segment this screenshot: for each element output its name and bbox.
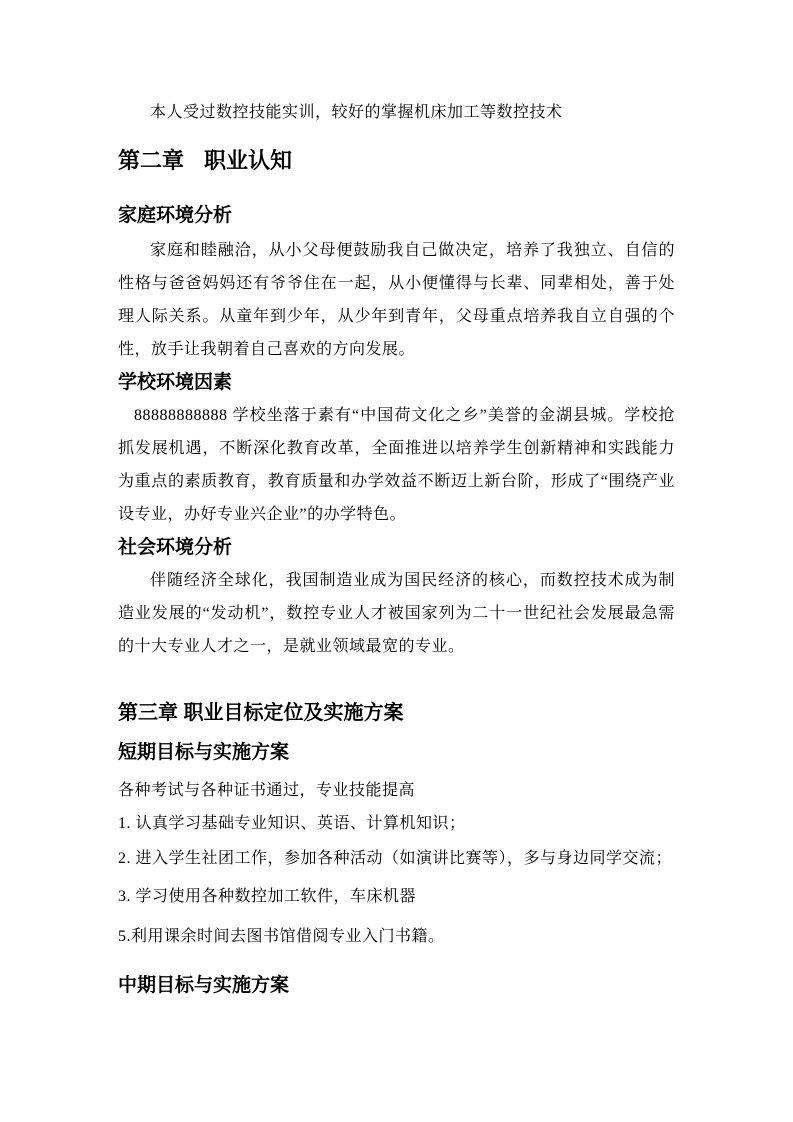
list-item-1: 1. 认真学习基础专业知识、英语、计算机知识； xyxy=(118,815,466,832)
section-heading-mid-term: 中期目标与实施方案 xyxy=(118,975,290,996)
intro-paragraph: 本人受过数控技能实训，较好的掌握机床加工等数控技术 xyxy=(150,104,563,121)
body-paragraph-family: 家庭和睦融洽，从小父母便鼓励我自己做决定，培养了我独立、自信的性格与爸爸妈妈还有爷爷住在一起，从小便懂得与长辈、同辈相处，善于处理人际关系。从童年到少年，从少年到青年，父母重点培养我自立自强的个性，放手让我朝着自己喜欢的方向发展。 xyxy=(118,242,675,358)
chapter2-heading xyxy=(118,143,675,179)
body-paragraph-society: 伴随经济全球化，我国制造业成为国民经济的核心，而数控技术成为制造业发展的“发动机”，数控专业人才被国家列为二十一世纪社会发展最急需的十大专业人才之一，是就业领域最宽的专业。 xyxy=(118,572,675,655)
list-item-5: 5.利用课余时间去图书馆借阅专业入门书籍。 xyxy=(118,928,445,945)
chapter3-heading: 第三章 职业目标定位及实施方案 xyxy=(118,702,404,724)
list-item-3: 3. 学习使用各种数控加工软件，车床机器 xyxy=(118,888,417,905)
section-heading-short-term: 短期目标与实施方案 xyxy=(118,742,290,763)
section-heading-school: 学校环境因素 xyxy=(118,372,233,393)
section-heading-society: 社会环境分析 xyxy=(118,537,233,558)
body-paragraph-school: 88888888888 学校坐落于素有“中国荷文化之乡”美誉的金湖县城。学校抢抓发展机遇，不断深化教育改革，全面推进以培养学生创新精神和实践能力为重点的素质教育，教育质量和办学效益不断迈上新台阶，形成了“围绕产业设专业，办好专业兴企业”的办学特色。 xyxy=(118,407,675,523)
chapter2-number: 第二章 xyxy=(118,148,185,173)
list-item-2: 2. 进入学生社团工作，参加各种活动（如演讲比赛等），多与身边同学交流； xyxy=(118,850,673,867)
chapter2-title: 职业认知 xyxy=(204,148,293,173)
section-heading-family: 家庭环境分析 xyxy=(118,205,233,226)
short-term-lead: 各种考试与各种证书通过，专业技能提高 xyxy=(118,782,416,799)
